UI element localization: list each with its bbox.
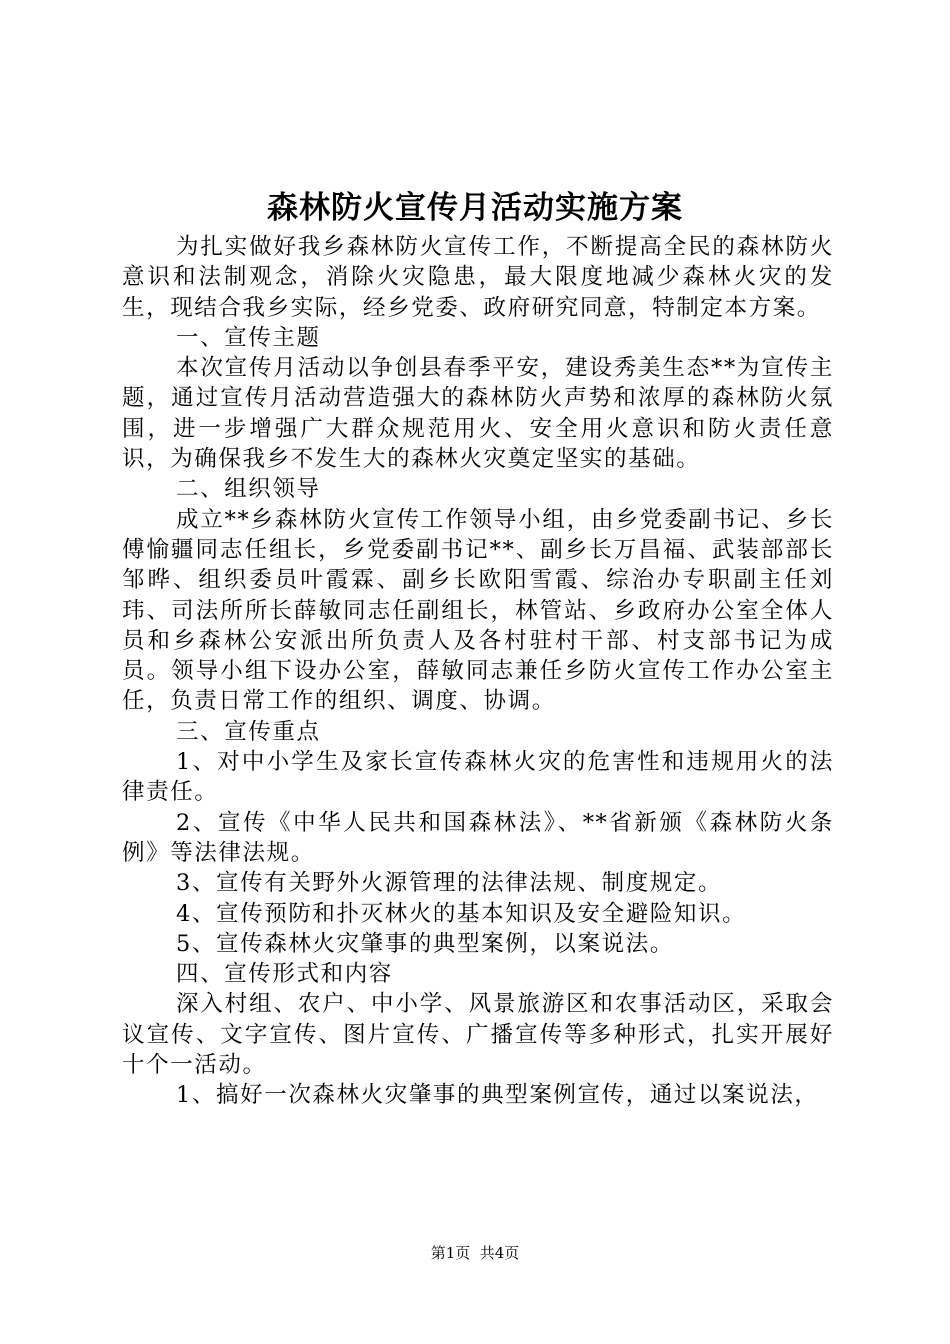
document-title: 森林防火宣传月活动实施方案 bbox=[267, 190, 683, 226]
paragraph-theme: 本次宣传月活动以争创县春季平安，建设秀美生态**为宣传主题，通过宣传月活动营造强大的森林防火声势和浓厚的森林防火氛围，进一步增强广大群众规范用火、安全用火意识和防火责任意识，为确保我乡不发生大的森林火灾奠定坚实的基础。 bbox=[122, 355, 834, 473]
paragraph-intro: 为扎实做好我乡森林防火宣传工作，不断提高全民的森林防火意识和法制观念，消除火灾隐患，最大限度地减少森林火灾的发生，现结合我乡实际，经乡党委、政府研究同意，特制定本方案。 bbox=[122, 234, 834, 321]
paragraph-forms: 深入村组、农户、中小学、风景旅游区和农事活动区，采取会议宣传、文字宣传、图片宣传、广播宣传等多种形式，扎实开展好十个一活动。 bbox=[122, 991, 834, 1079]
focus-item-4: 4、宣传预防和扑灭林火的基本知识及安全避险知识。 bbox=[176, 900, 747, 927]
paragraph-leadership: 成立**乡森林防火宣传工作领导小组，由乡党委副书记、乡长傅愉疆同志任组长，乡党委副书记**、副乡长万昌福、武装部部长邹晔、组织委员叶霞霖、副乡长欧阳雪霞、综治办专职副主任刘玮、司法所所长薛敏同志任副组长，林管站、乡政府办公室全体人员和乡森林公安派出所负责人及各村驻村干部、村支部书记为成员。领导小组下设办公室，薛敏同志兼任乡防火宣传工作办公室主任，负责日常工作的组织、调度、协调。 bbox=[122, 506, 834, 715]
focus-item-2: 2、宣传《中华人民共和国森林法》、**省新颁《森林防火条例》等法律法规。 bbox=[122, 809, 834, 866]
section-heading-theme: 一、宣传主题 bbox=[176, 324, 321, 351]
focus-item-1: 1、对中小学生及家长宣传森林火灾的危害性和违规用火的法律责任。 bbox=[122, 749, 834, 806]
page-footer bbox=[0, 1243, 950, 1263]
activity-item-1: 1、搞好一次森林火灾肇事的典型案例宣传，通过以案说法， bbox=[176, 1082, 819, 1109]
focus-item-5: 5、宣传森林火灾肇事的典型案例，以案说法。 bbox=[176, 930, 674, 957]
page-number-label: 第1页 共4页 bbox=[430, 1244, 520, 1262]
focus-item-3: 3、宣传有关野外火源管理的法律法规、制度规定。 bbox=[176, 870, 723, 897]
section-heading-forms: 四、宣传形式和内容 bbox=[176, 961, 393, 988]
section-heading-leadership: 二、组织领导 bbox=[176, 476, 321, 503]
section-heading-focus: 三、宣传重点 bbox=[176, 718, 321, 745]
document-body bbox=[122, 232, 834, 1111]
